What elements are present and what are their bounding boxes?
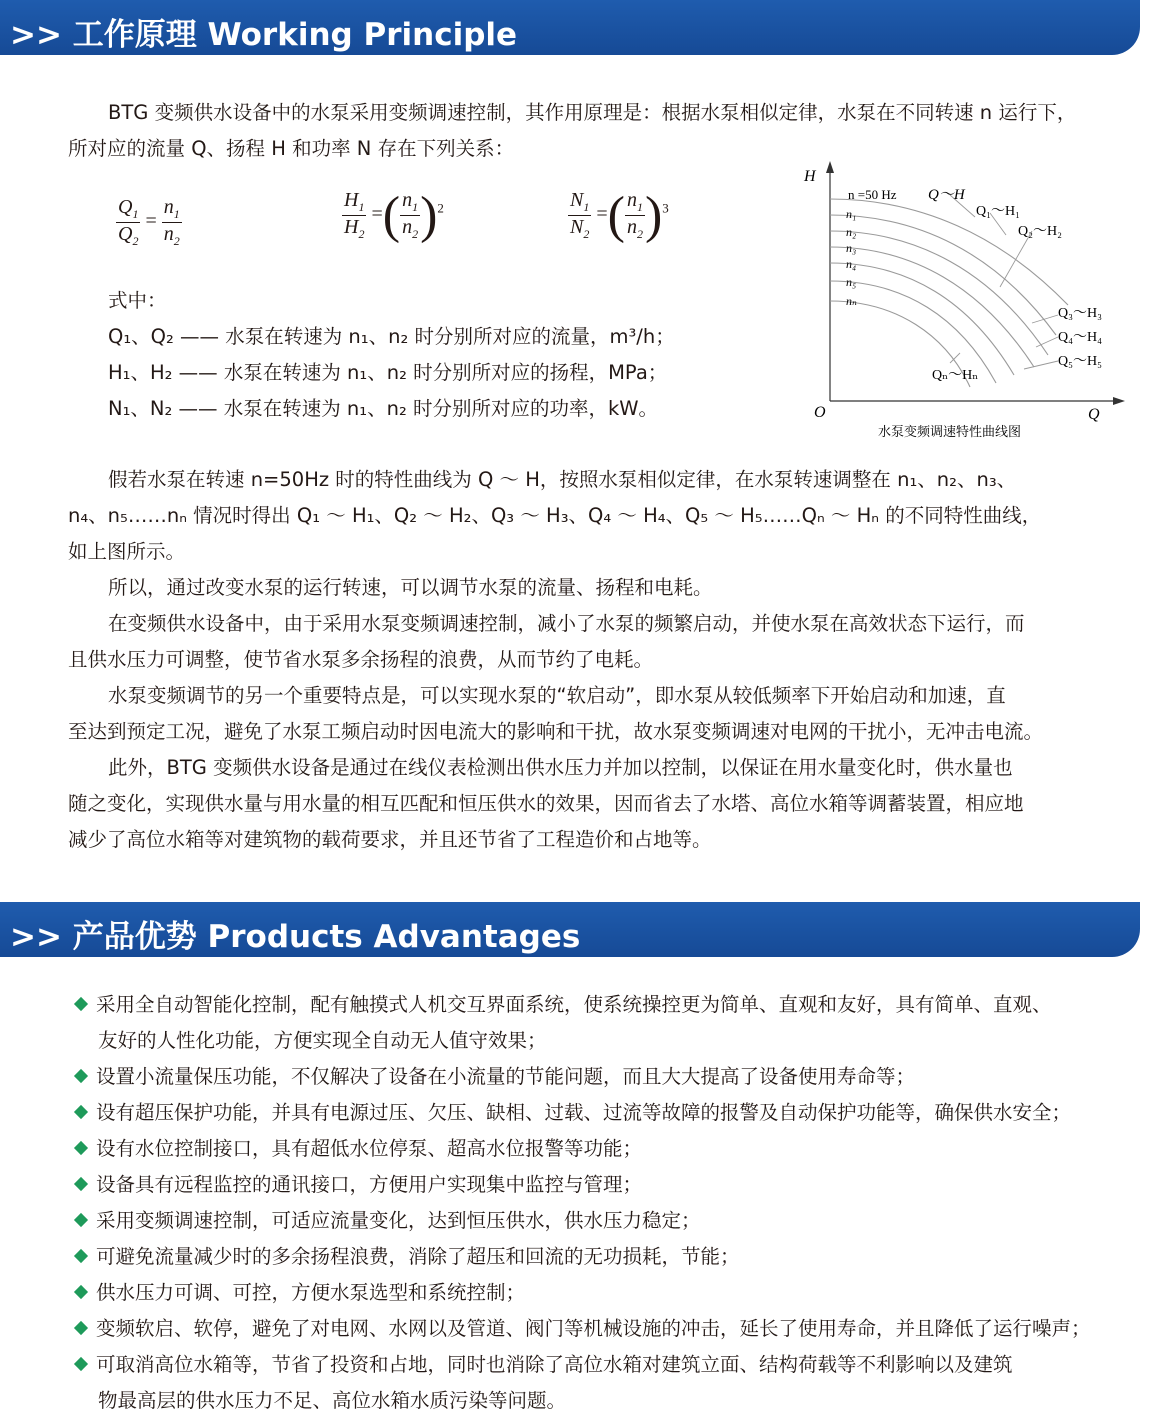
diamond-bullet-icon [74, 1249, 88, 1263]
diamond-bullet-icon [74, 1177, 88, 1191]
speed-label-n4: n₄ [846, 257, 857, 271]
diamond-bullet-icon [74, 1069, 88, 1083]
curve-label-q1-h1: Q₁～H₁ [976, 204, 1020, 219]
origin-label: O [814, 404, 826, 421]
y-axis-arrow [826, 161, 834, 173]
list-item: 设有水位控制接口，具有超低水位停泵、超高水位报警等功能； [74, 1131, 1149, 1167]
intro-line: 所对应的流量 Q、扬程 H 和功率 N 存在下列关系： [68, 137, 515, 160]
speed-label-n3: n₃ [846, 241, 857, 255]
section-title: >> 工作原理 Working Principle [10, 17, 518, 53]
list-item: 采用变频调速控制，可适应流量变化，达到恒压供水，供水压力稳定； [74, 1203, 1149, 1239]
curve-label-q2-h2: Q₂～H₂ [1018, 224, 1062, 239]
leader-lines [950, 195, 1058, 369]
diamond-bullet-icon [74, 1285, 88, 1299]
curve-label-q-h: Q～H [928, 187, 965, 203]
body-paragraph-5: 此外，BTG 变频供水设备是通过在线仪表检测出供水压力并加以控制，以保证在用水量变化时，供水量也 随之变化，实现供水量与用水量的相互匹配和恒压供水的效果，因而省去了水塔、高位水箱等调蓄装置，相应地 减少了高位水箱等对建筑物的载荷要求，并且还节省了工程造价和占地等。 [68, 756, 1024, 851]
list-item: 设备具有远程监控的通讯接口，方便用户实现集中监控与管理； [74, 1167, 1149, 1203]
list-item: 设有超压保护功能，并具有电源过压、欠压、缺相、过载、过流等故障的报警及自动保护功能等，确保供水安全； [74, 1095, 1149, 1131]
list-item: 设置小流量保压功能，不仅解决了设备在小流量的节能问题，而且大大提高了设备使用寿命等； [74, 1059, 1149, 1095]
diagram-caption: 水泵变频调速特性曲线图 [878, 425, 1022, 440]
frequency-label: n =50 Hz [848, 187, 897, 202]
definition-power: N₁、N₂ —— 水泵在转速为 n₁、n₂ 时分别所对应的功率，kW。 [108, 397, 659, 420]
section-banner-working-principle [0, 0, 1140, 55]
body-paragraph-1: 假若水泵在转速 n=50Hz 时的特性曲线为 Q ～ H，按照水泵相似定律，在水泵转速调整在 n₁、n₂、n₃、 n₄、n₅……nₙ 情况时得出 Q₁ ～ H₁、Q₂ ～ H₂、Q₃ ～ H₃、Q₄ ～ H₄、Q₅ ～ H₅……Qₙ ～ Hₙ 的不同特性曲线， 如上图所示。 [68, 468, 1042, 563]
y-axis-label: H [804, 168, 816, 185]
speed-label-n2: n₂ [846, 225, 857, 239]
advantages-list [74, 987, 1149, 1419]
list-item: 变频软启、软停，避免了对电网、水网以及管道、阀门等机械设施的冲击，延长了使用寿命，并且降低了运行噪声； [74, 1311, 1149, 1347]
diamond-bullet-icon [74, 1105, 88, 1119]
body-paragraph-4: 水泵变频调节的另一个重要特点是，可以实现水泵的“软启动”，即水泵从较低频率下开始启动和加速，直 至达到预定工况，避免了水泵工频启动时因电流大的影响和干扰，故水泵变频调速对电网的干扰小，无冲击电流。 [68, 684, 1044, 743]
formula-head: $\frac{H_1}{H_2}$ =( $\frac{n_1}{n_2}$ )$^2$ [344, 187, 444, 244]
pump-curve-diagram [800, 155, 1140, 445]
speed-label-n5: n₅ [846, 275, 857, 289]
curve-label-qn-hn: Qₙ～Hₙ [932, 368, 979, 383]
curve-label-q5-h5: Q₅～H₅ [1058, 354, 1102, 369]
speed-label-nn: nₙ [846, 294, 857, 308]
curve-base [830, 199, 1068, 305]
formula-flow: $\frac{Q_1}{Q_2}$ = $\frac{n_1}{n_2}$ [118, 196, 180, 248]
definition-flow: Q₁、Q₂ —— 水泵在转速为 n₁、n₂ 时分别所对应的流量，m³/h； [108, 325, 675, 348]
body-paragraph-3: 在变频供水设备中，由于采用水泵变频调速控制，减小了水泵的频繁启动，并使水泵在高效状态下运行，而 且供水压力可调整，使节省水泵多余扬程的浪费，从而节约了电耗。 [68, 612, 1025, 671]
list-item: 采用全自动智能化控制，配有触摸式人机交互界面系统，使系统操控更为简单、直观和友好，具有简单、直观、 友好的人性化功能，方便实现全自动无人值守效果； [74, 987, 1149, 1059]
curve-label-q3-h3: Q₃～H₃ [1058, 306, 1102, 321]
list-item: 供水压力可调、可控，方便水泵选型和系统控制； [74, 1275, 1149, 1311]
intro-line: BTG 变频供水设备中的水泵采用变频调速控制，其作用原理是：根据水泵相似定律，水泵在不同转速 n 运行下， [108, 101, 1077, 124]
list-item: 可避免流量减少时的多余扬程浪费，消除了超压和回流的无功损耗，节能； [74, 1239, 1149, 1275]
formula-power: $\frac{N_1}{N_2}$ =( $\frac{n_1}{n_2}$ )$^3$ [570, 187, 669, 244]
diamond-bullet-icon [74, 1321, 88, 1335]
diamond-bullet-icon [74, 1357, 88, 1371]
section-title: >> 产品优势 Products Advantages [10, 919, 581, 955]
speed-label-n1: n₁ [846, 207, 857, 221]
x-axis-label: Q [1088, 406, 1100, 423]
definitions [108, 283, 675, 427]
list-item: 可取消高位水箱等，节省了投资和占地，同时也消除了高位水箱对建筑立面、结构荷载等不利影响以及建筑 物最高层的供水压力不足、高位水箱水质污染等问题。 [74, 1347, 1149, 1419]
definitions-label: 式中： [108, 289, 167, 312]
diamond-bullet-icon [74, 1213, 88, 1227]
curve-n4 [830, 263, 1014, 375]
body-paragraph-2: 所以，通过改变水泵的运行转速，可以调节水泵的流量、扬程和电耗。 [108, 576, 713, 599]
diamond-bullet-icon [74, 1141, 88, 1155]
section-banner-products-advantages [0, 902, 1140, 957]
curve-label-q4-h4: Q₄～H₄ [1058, 330, 1102, 345]
x-axis-arrow [1113, 397, 1125, 405]
definition-head: H₁、H₂ —— 水泵在转速为 n₁、n₂ 时分别所对应的扬程，MPa； [108, 361, 668, 384]
diamond-bullet-icon [74, 997, 88, 1011]
